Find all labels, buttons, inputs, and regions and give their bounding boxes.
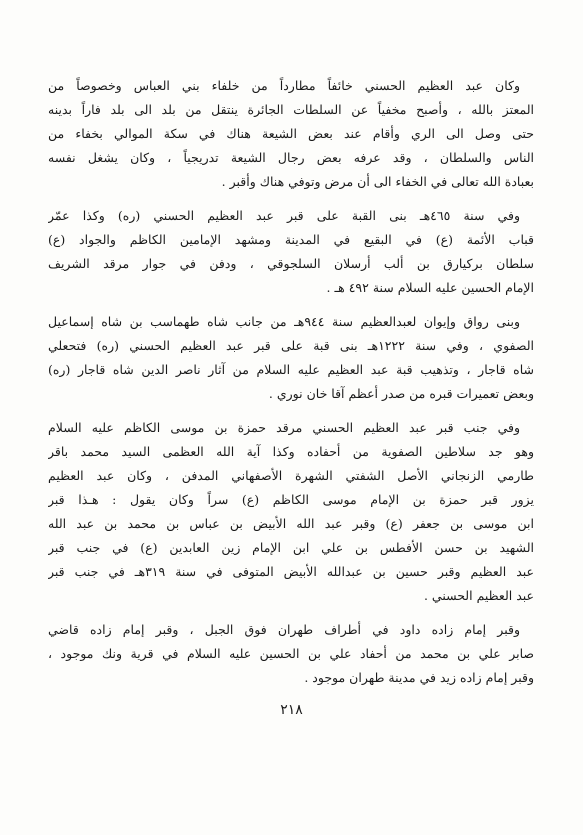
text-line: بعبادة الله تعالى في الخفاء الى أن مرض وتوفي هناك وأقبر .: [221, 174, 534, 189]
paragraph-4: [48, 416, 534, 608]
paragraph-2: [48, 204, 534, 300]
text-line: الإمام الحسين عليه السلام سنة ٤٩٢ هـ .: [326, 280, 534, 295]
text-line: المعتز بالله ، وأصبح مخفياً عن السلطات الجائرة ينتقل من بلد الى بلد فاراً بدينه: [48, 102, 534, 117]
text-line: الصفوي ، وفي سنة ١٢٢٢هـ بنى قبة على قبر عبد العظيم الحسني (ره) فتحعلي: [48, 338, 534, 353]
text-line: يزور قبر حمزة بن الإمام موسى الكاظم (ع) سراً وكان يقول : هـذا قبر: [48, 492, 534, 507]
text-line: وبعض تعميرات قبره من صدر أعظم آقا خان نوري .: [268, 386, 534, 401]
text-line: حتى وصل الى الري وأقام عند بعض الشيعة هناك في سكة الموالي بخفاء من: [48, 126, 534, 141]
paragraph-3: [48, 310, 534, 406]
page-number: ٢١٨: [280, 702, 303, 718]
paragraph-1: [48, 74, 534, 194]
text-line: سلطان بركيارق بن ألب أرسلان السلجوقي ، ودفن في جوار مرقد الشريف: [48, 256, 534, 271]
text-line: وقبر إمام زاده زيد في مدينة طهران موجود .: [304, 670, 534, 685]
paragraph-5: [48, 618, 534, 690]
text-line: ابن موسى بن جعفر (ع) وقبر عبد الله الأبيض بن عباس بن محمد بن عبد الله: [48, 516, 534, 531]
text-line: وبنى رواق وإيوان لعبدالعظيم سنة ٩٤٤هـ من جانب شاه طهماسب بن شاه إسماعيل: [48, 314, 520, 329]
text-line: عبد العظيم الحسني .: [423, 588, 534, 603]
text-line: قباب الأئمة (ع) في البقيع في المدينة ومشهد الإمامين الكاظم والجواد (ع): [48, 232, 534, 247]
text-line: عبد العظيم وقبر حسين بن عبدالله الأبيض المتوفى في سنة ٣١٩هـ في جنب قبر: [48, 564, 534, 579]
text-line: طارمي الزنجاني الأصل الشفتي الشهرة الأصفهاني المدفن ، وكان عبد العظيم: [48, 468, 534, 483]
text-line: وقبر إمام زاده داود في أطراف طهران فوق الجبل ، وقبر إمام زاده قاضي: [48, 622, 520, 637]
text-line: وفي جنب قبر عبد العظيم الحسني مرقد حمزة بن موسى الكاظم عليه السلام: [48, 420, 520, 435]
text-line: وهو جد سلاطين الصفوية من أحفاده وكذا آية الله العظمى السيد محمد باقر: [48, 444, 534, 459]
text-line: شاه قاجار ، وتذهيب قبة عبد العظيم عليه السلام من آثار ناصر الدين شاه قاجار (ره): [48, 362, 534, 377]
body-text: [48, 74, 534, 700]
text-line: الناس والسلطان ، وقد عرفه بعض رجال الشيعة تدريجياً ، وكان يشغل نفسه: [48, 150, 534, 165]
text-line: الشهيد بن حسن الأفطس بن علي ابن الإمام زين العابدين (ع) في جنب قبر: [48, 540, 534, 555]
text-line: وكان عبد العظيم الحسني خائفاً مطارداً من خلفاء بني العباس وخصوصاً من: [48, 78, 520, 93]
text-line: وفي سنة ٤٦٥هـ بنى القبة على قبر عبد العظيم الحسني (ره) وكذا عمّر: [48, 208, 520, 223]
text-line: صابر علي بن محمد من أحفاد علي بن الحسين عليه السلام في قرية ونك موجود ،: [48, 646, 534, 661]
